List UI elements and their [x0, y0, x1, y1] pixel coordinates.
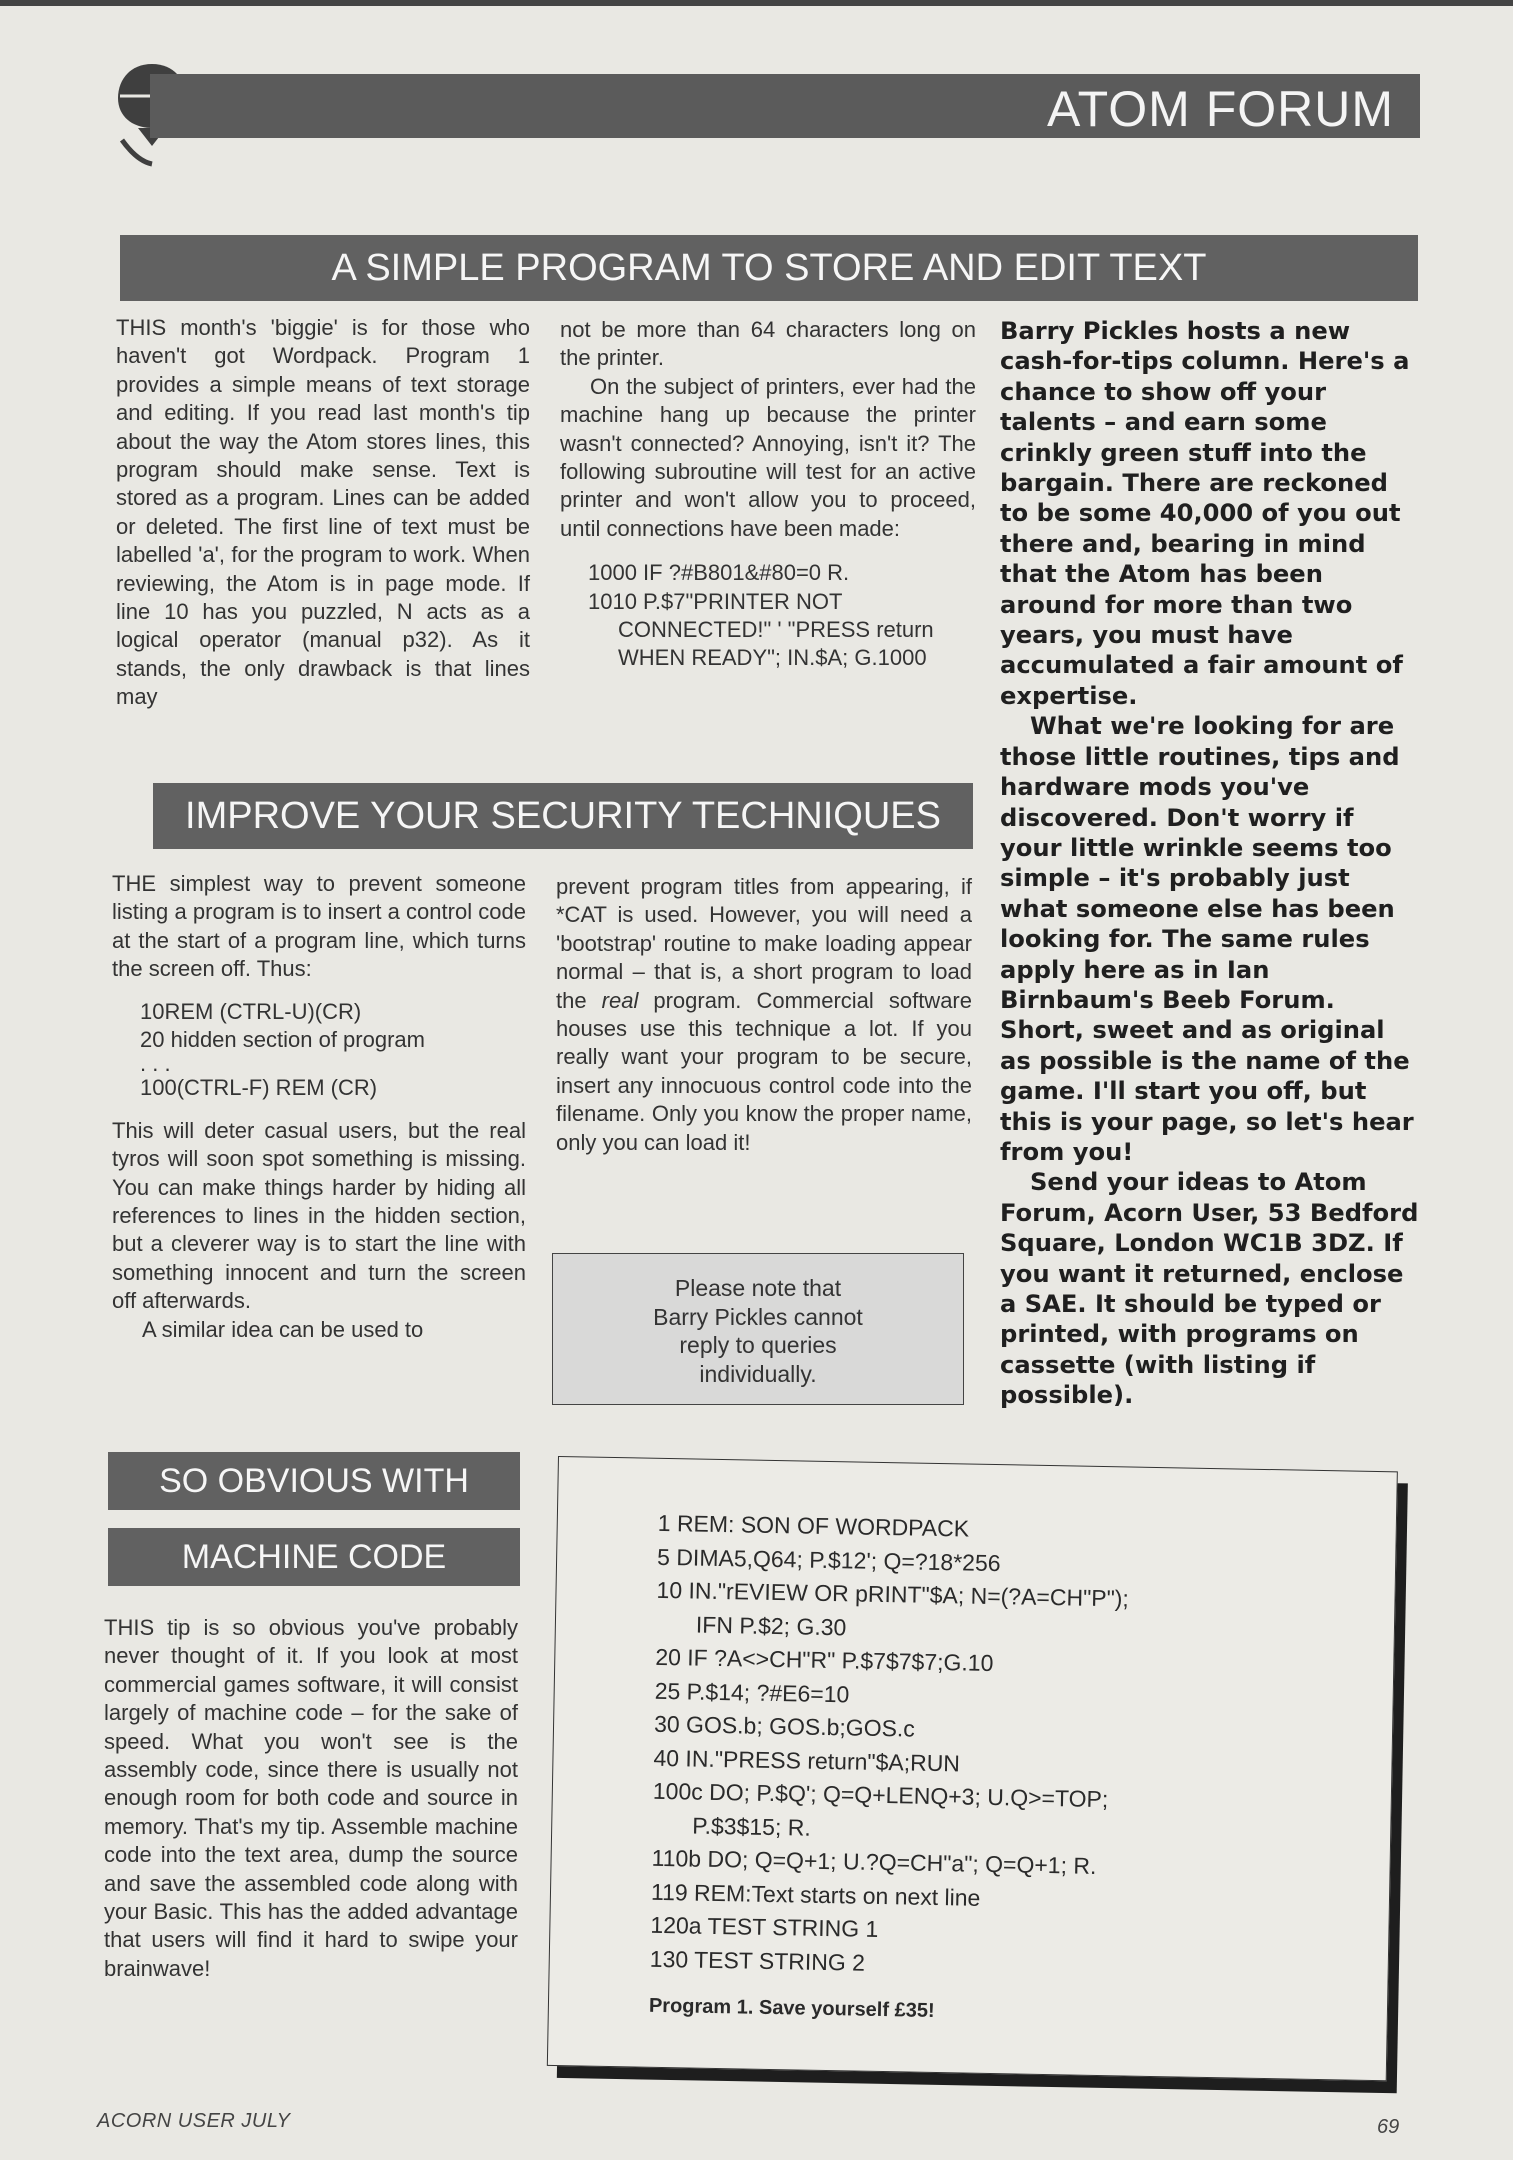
program-listing-box — [547, 1456, 1398, 2081]
intro-paragraph: Send your ideas to Atom Forum, Acorn User, 53 Bedford Square, London WC1B 3DZ. If you want it returned, enclose a SAE. It should be typed or printed, with programs on cassette (with listing if possible). — [1000, 1168, 1419, 1410]
listing-line: 120a TEST STRING 1 — [650, 1911, 879, 1942]
footer-publication: ACORN USER JULY — [97, 2110, 291, 2132]
intro-paragraph: Barry Pickles hosts a new cash-for-tips column. Here's a chance to show off your talents – and earn some crinkly green stuff into the bargain. There are reckoned to be some 40,000 of you out there and, bearing in mind that the Atom has been around for more than two years, you must have accumulated a fair amount of expertise. — [1000, 317, 1410, 710]
section-title: IMPROVE YOUR SECURITY TECHNIQUES — [185, 795, 941, 837]
code-line: . . . — [140, 1051, 171, 1077]
code-line: CONNECTED!" ' "PRESS return — [618, 617, 934, 643]
your-emphasis: your — [1091, 1107, 1153, 1136]
code-line: 20 hidden section of program — [140, 1027, 425, 1053]
listing-line: 5 DIMA5,Q64; P.$12'; Q=?18*256 — [656, 1543, 1001, 1576]
forum-intro-column — [1000, 316, 1422, 1411]
listing-line: 40 IN."PRESS return"$A;RUN — [653, 1744, 961, 1776]
section-title: A SIMPLE PROGRAM TO STORE AND EDIT TEXT — [331, 247, 1207, 289]
notice-line: individually. — [699, 1360, 817, 1387]
store-edit-column-1 — [116, 314, 530, 712]
listing-line: 25 P.$14; ?#E6=10 — [654, 1677, 850, 1707]
paragraph: On the subject of printers, ever had the machine hang up because the printer wasn't connected? Annoying, isn't it? The following subroutine will test for an active printer and won't allow you to proceed, until connections have been made: — [560, 373, 976, 541]
listing-line: 1 REM: SON OF WORDPACK — [657, 1509, 970, 1542]
listing-line: IFN P.$2; G.30 — [695, 1611, 847, 1640]
paragraph: A similar idea can be used to — [142, 1316, 424, 1342]
paragraph: THE simplest way to prevent someone listing a program is to insert a control code at the start of a program line, which turns the screen off. Thus: — [112, 871, 526, 982]
page-title: ATOM FORUM — [1046, 81, 1394, 137]
paragraph: THIS month's 'biggie' is for those who haven't got Wordpack. Program 1 provides a simple means of text storage and editing. If you read last month's tip about the way the Atom stores lines, this program should make sense. Text is stored as a program. Lines can be added or deleted. The first line of text must be labelled 'a', for the program to work. When reviewing, the Atom is in page mode. If line 10 has you puzzled, N acts as a logical operator (manual p32). As it stands, the only drawback is that lines may — [116, 315, 530, 710]
listing-line: 30 GOS.b; GOS.b;GOS.c — [653, 1710, 916, 1742]
listing-line: 10 IN."rEVIEW OR pRINT"$A; N=(?A=CH"P"); — [656, 1576, 1130, 1612]
listing-line: 119 REM:Text starts on next line — [650, 1878, 981, 1911]
top-rule — [0, 0, 1513, 6]
code-line: 100(CTRL-F) REM (CR) — [140, 1075, 378, 1101]
paragraph: THIS tip is so obvious you've probably never thought of it. If you look at most commercial games software, it will consist largely of machine code – for the sake of speed. What you won't see is the assembly code, since there is usually not enough room for both code and source in memory. That's my tip. Assemble machine code into the text area, dump the source and save the assembled code along with your Basic. This has the added advantage that users will find it hard to swipe your brainwave! — [104, 1615, 518, 1981]
security-code-block — [112, 998, 526, 1103]
section-title: MACHINE CODE — [181, 1538, 447, 1576]
section-heading-machine-code-line-2 — [108, 1528, 520, 1586]
beeb-forum-emphasis: Beeb Forum — [1162, 985, 1326, 1014]
machine-code-column — [104, 1614, 518, 1983]
listing-line: 20 IF ?A<>CH"R" P.$7$7$7;G.10 — [655, 1643, 994, 1677]
notice-box — [552, 1253, 964, 1405]
intro-paragraph — [1000, 711, 1422, 1167]
text-run: prevent program titles from appearing, if *CAT is used. However, you will need a 'bootstrap' routine to make loading appear normal – that is, a short program to load the — [556, 874, 972, 1013]
paragraph — [556, 873, 972, 1157]
page-number: 69 — [1377, 2116, 1400, 2138]
notice-line: Barry Pickles cannot — [653, 1303, 863, 1330]
paragraph: This will deter casual users, but the real tyros will soon spot something is missing. You can make things harder by hiding all references to lines in the hidden section, but a cleverer way is to start the line with something innocent and turn the screen off afterwards. — [112, 1117, 526, 1314]
listing-line: 130 TEST STRING 2 — [649, 1945, 866, 1976]
page-header-bar — [150, 74, 1420, 138]
code-line: 1010 P.$7"PRINTER NOT — [588, 588, 843, 614]
code-line: 10REM (CTRL-U)(CR) — [140, 998, 362, 1024]
section-heading-machine-code-line-1 — [108, 1452, 520, 1510]
store-edit-column-2 — [560, 316, 976, 673]
real-emphasis: real — [601, 987, 639, 1013]
text-run: program. Commercial software houses use this technique a lot. If you really want your program to be secure, insert any innocuous control code into the filename. Only you know the proper name, only you can load it! — [556, 987, 972, 1155]
notice-line: reply to queries — [679, 1332, 837, 1358]
listing-line: 110b DO; Q=Q+1; U.?Q=CH"a"; Q=Q+1; R. — [651, 1844, 1097, 1879]
security-column-1 — [112, 870, 526, 1344]
section-heading-store-edit — [120, 235, 1418, 301]
printer-code-block — [560, 559, 976, 673]
listing-line: P.$3$15; R. — [692, 1812, 811, 1841]
listing-caption: Program 1. Save yourself £35! — [648, 1994, 935, 2022]
code-line: 1000 IF ?#B801&#80=0 R. — [588, 560, 850, 586]
text-run: . Short, sweet and as original as possible is the name of the game. I'll start you off, but this is — [1000, 985, 1410, 1136]
text-run: page, so let's hear from you! — [1000, 1107, 1414, 1166]
code-line: WHEN READY"; IN.$A; G.1000 — [618, 645, 927, 671]
program-listing — [649, 1507, 1131, 2032]
paragraph: not be more than 64 characters long on the printer. — [560, 317, 976, 371]
section-heading-security — [153, 783, 973, 849]
notice-line: Please note that — [674, 1275, 842, 1301]
security-column-2 — [556, 873, 972, 1157]
listing-line: 100c DO; P.$Q'; Q=Q+LENQ+3; U.Q>=TOP; — [652, 1777, 1109, 1813]
text-run: What we're looking for are those little routines, tips and hardware mods you've discovered. Don't worry if your little wrinkle seems too simple – it's probably just what someone else has been looking for. The same rules apply here as in Ian Birnbaum's — [1000, 712, 1400, 1014]
section-title: SO OBVIOUS WITH — [159, 1462, 469, 1500]
